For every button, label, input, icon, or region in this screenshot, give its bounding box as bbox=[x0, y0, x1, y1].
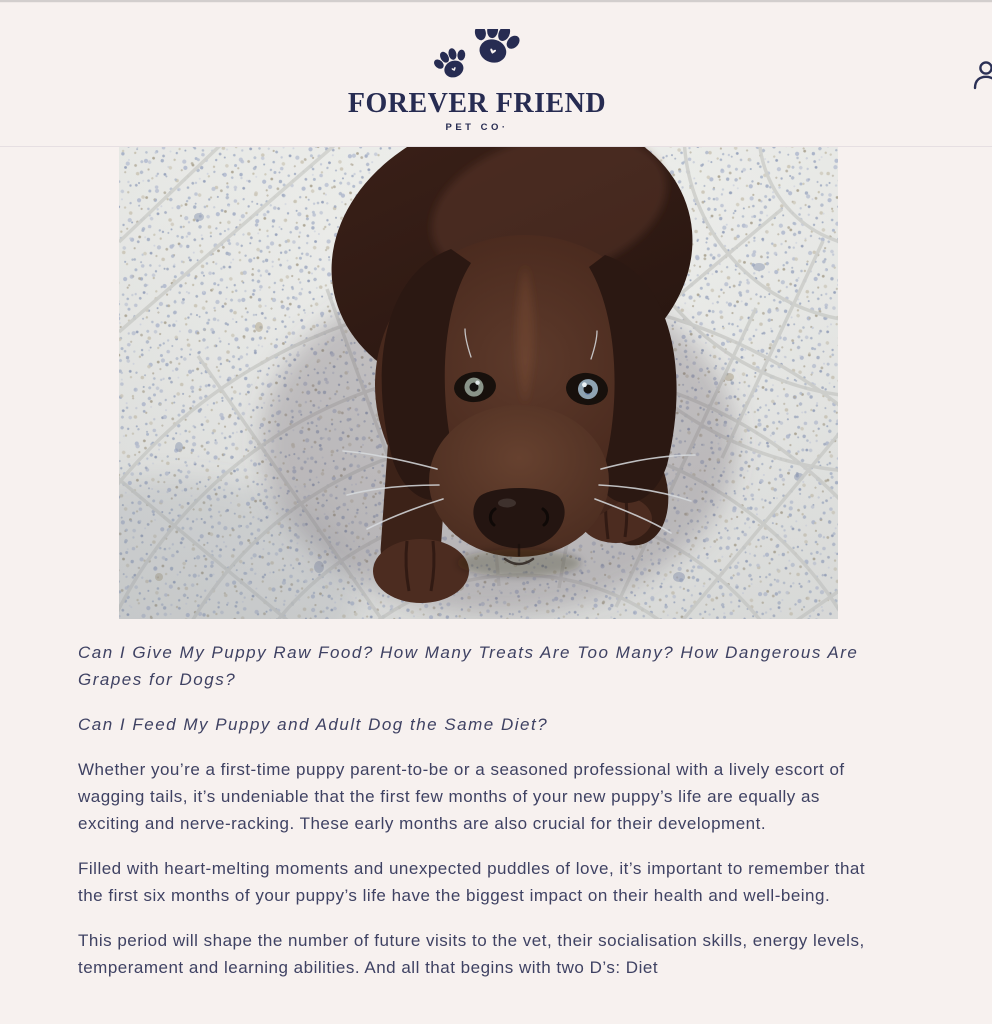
site-header bbox=[0, 3, 992, 147]
paw-prints-icon bbox=[429, 29, 525, 85]
brand-tagline: PET CO· bbox=[445, 122, 509, 134]
brand-logo[interactable] bbox=[348, 29, 606, 133]
lead-question-2: Can I Feed My Puppy and Adult Dog the Same Diet? bbox=[78, 715, 549, 734]
account-icon[interactable] bbox=[972, 59, 992, 91]
article-content bbox=[78, 147, 873, 981]
article-paragraph: Whether you’re a first-time puppy parent-to-be or a seasoned professional with a lively escort of wagging tails, it’s undeniable that the first few months of your new puppy’s life are equally as exciting and nerve-racking. These early months are also crucial for their development. bbox=[78, 760, 845, 833]
article-paragraph: Filled with heart-melting moments and unexpected puddles of love, it’s important to remember that the first six months of your puppy’s life have the biggest impact on their health and well-being. bbox=[78, 859, 866, 905]
brand-name: FOREVER FRIEND bbox=[347, 88, 607, 119]
article-paragraph: This period will shape the number of future visits to the vet, their socialisation skills, energy levels, temperament and learning abilities. And all that begins with two D’s: Diet bbox=[78, 931, 865, 977]
hero-image bbox=[119, 147, 838, 619]
lead-question-1: Can I Give My Puppy Raw Food? How Many Treats Are Too Many? How Dangerous Are Grapes for Dogs? bbox=[78, 643, 859, 689]
